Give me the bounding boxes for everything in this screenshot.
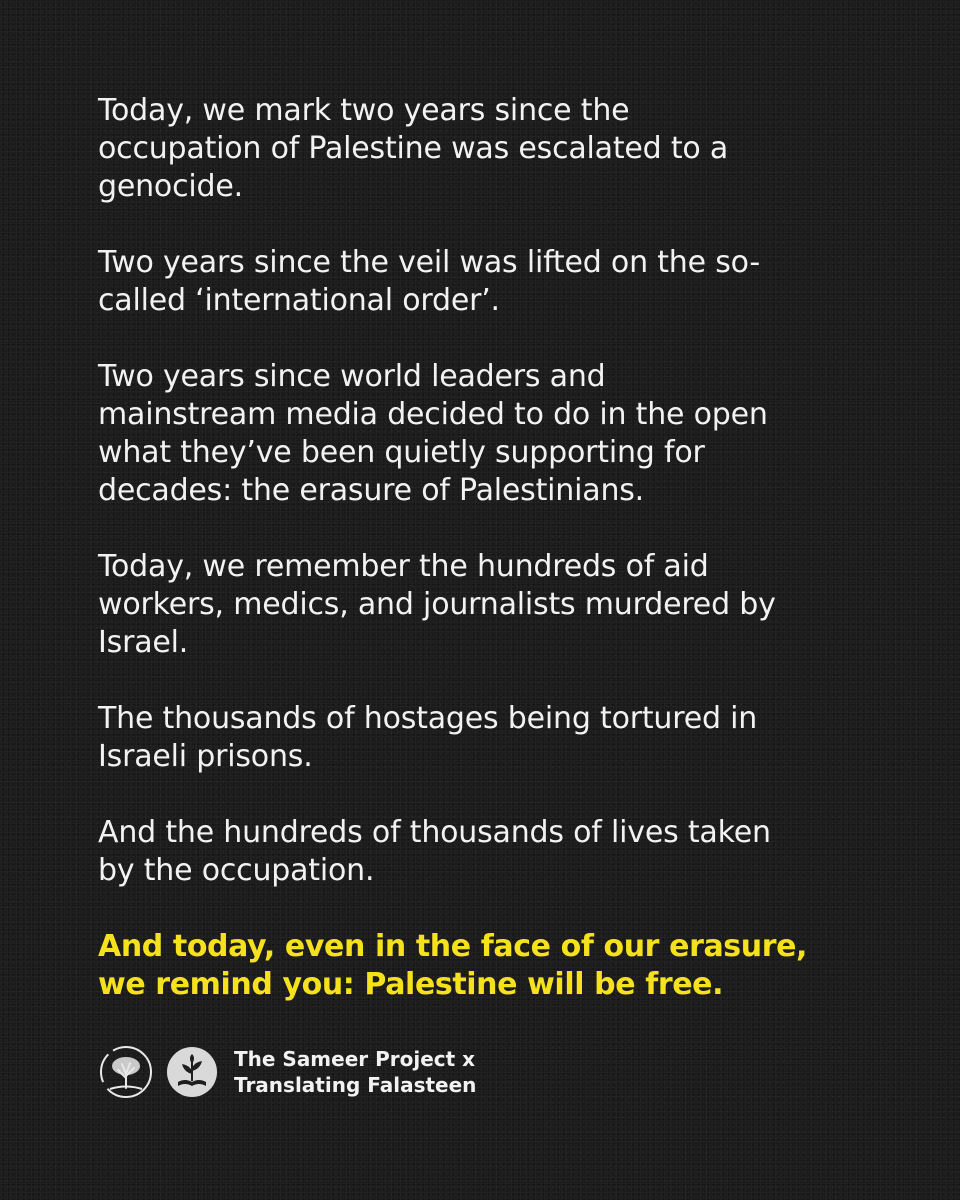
paragraph-anniversary: Today, we mark two years since the occupation of Palestine was escalated to a genocide. [98,93,729,204]
book-plant-logo-icon [164,1044,220,1100]
tree-logo-icon [98,1044,154,1100]
paragraph-world-leaders: Two years since world leaders and mainstream media decided to do in the open what they’ve been quietly supporting for decades: the erasure of Palestinians. [98,359,768,508]
highlight-statement: And today, even in the face of our erasure, we remind you: Palestine will be free. [98,929,808,1002]
credit-text: The Sameer Project x Translating Falasteen [234,1047,477,1097]
paragraph-veil-lifted: Two years since the veil was lifted on the so- called ‘international order’. [98,245,760,318]
paragraph-hostages: The thousands of hostages being tortured in Israeli prisons. [98,701,758,774]
footer-credits [98,1044,476,1100]
paragraph-remember: Today, we remember the hundreds of aid workers, medics, and journalists murdered by Israel. [98,549,776,660]
paragraph-lives-taken: And the hundreds of thousands of lives taken by the occupation. [98,815,771,888]
statement-text [98,92,918,1042]
